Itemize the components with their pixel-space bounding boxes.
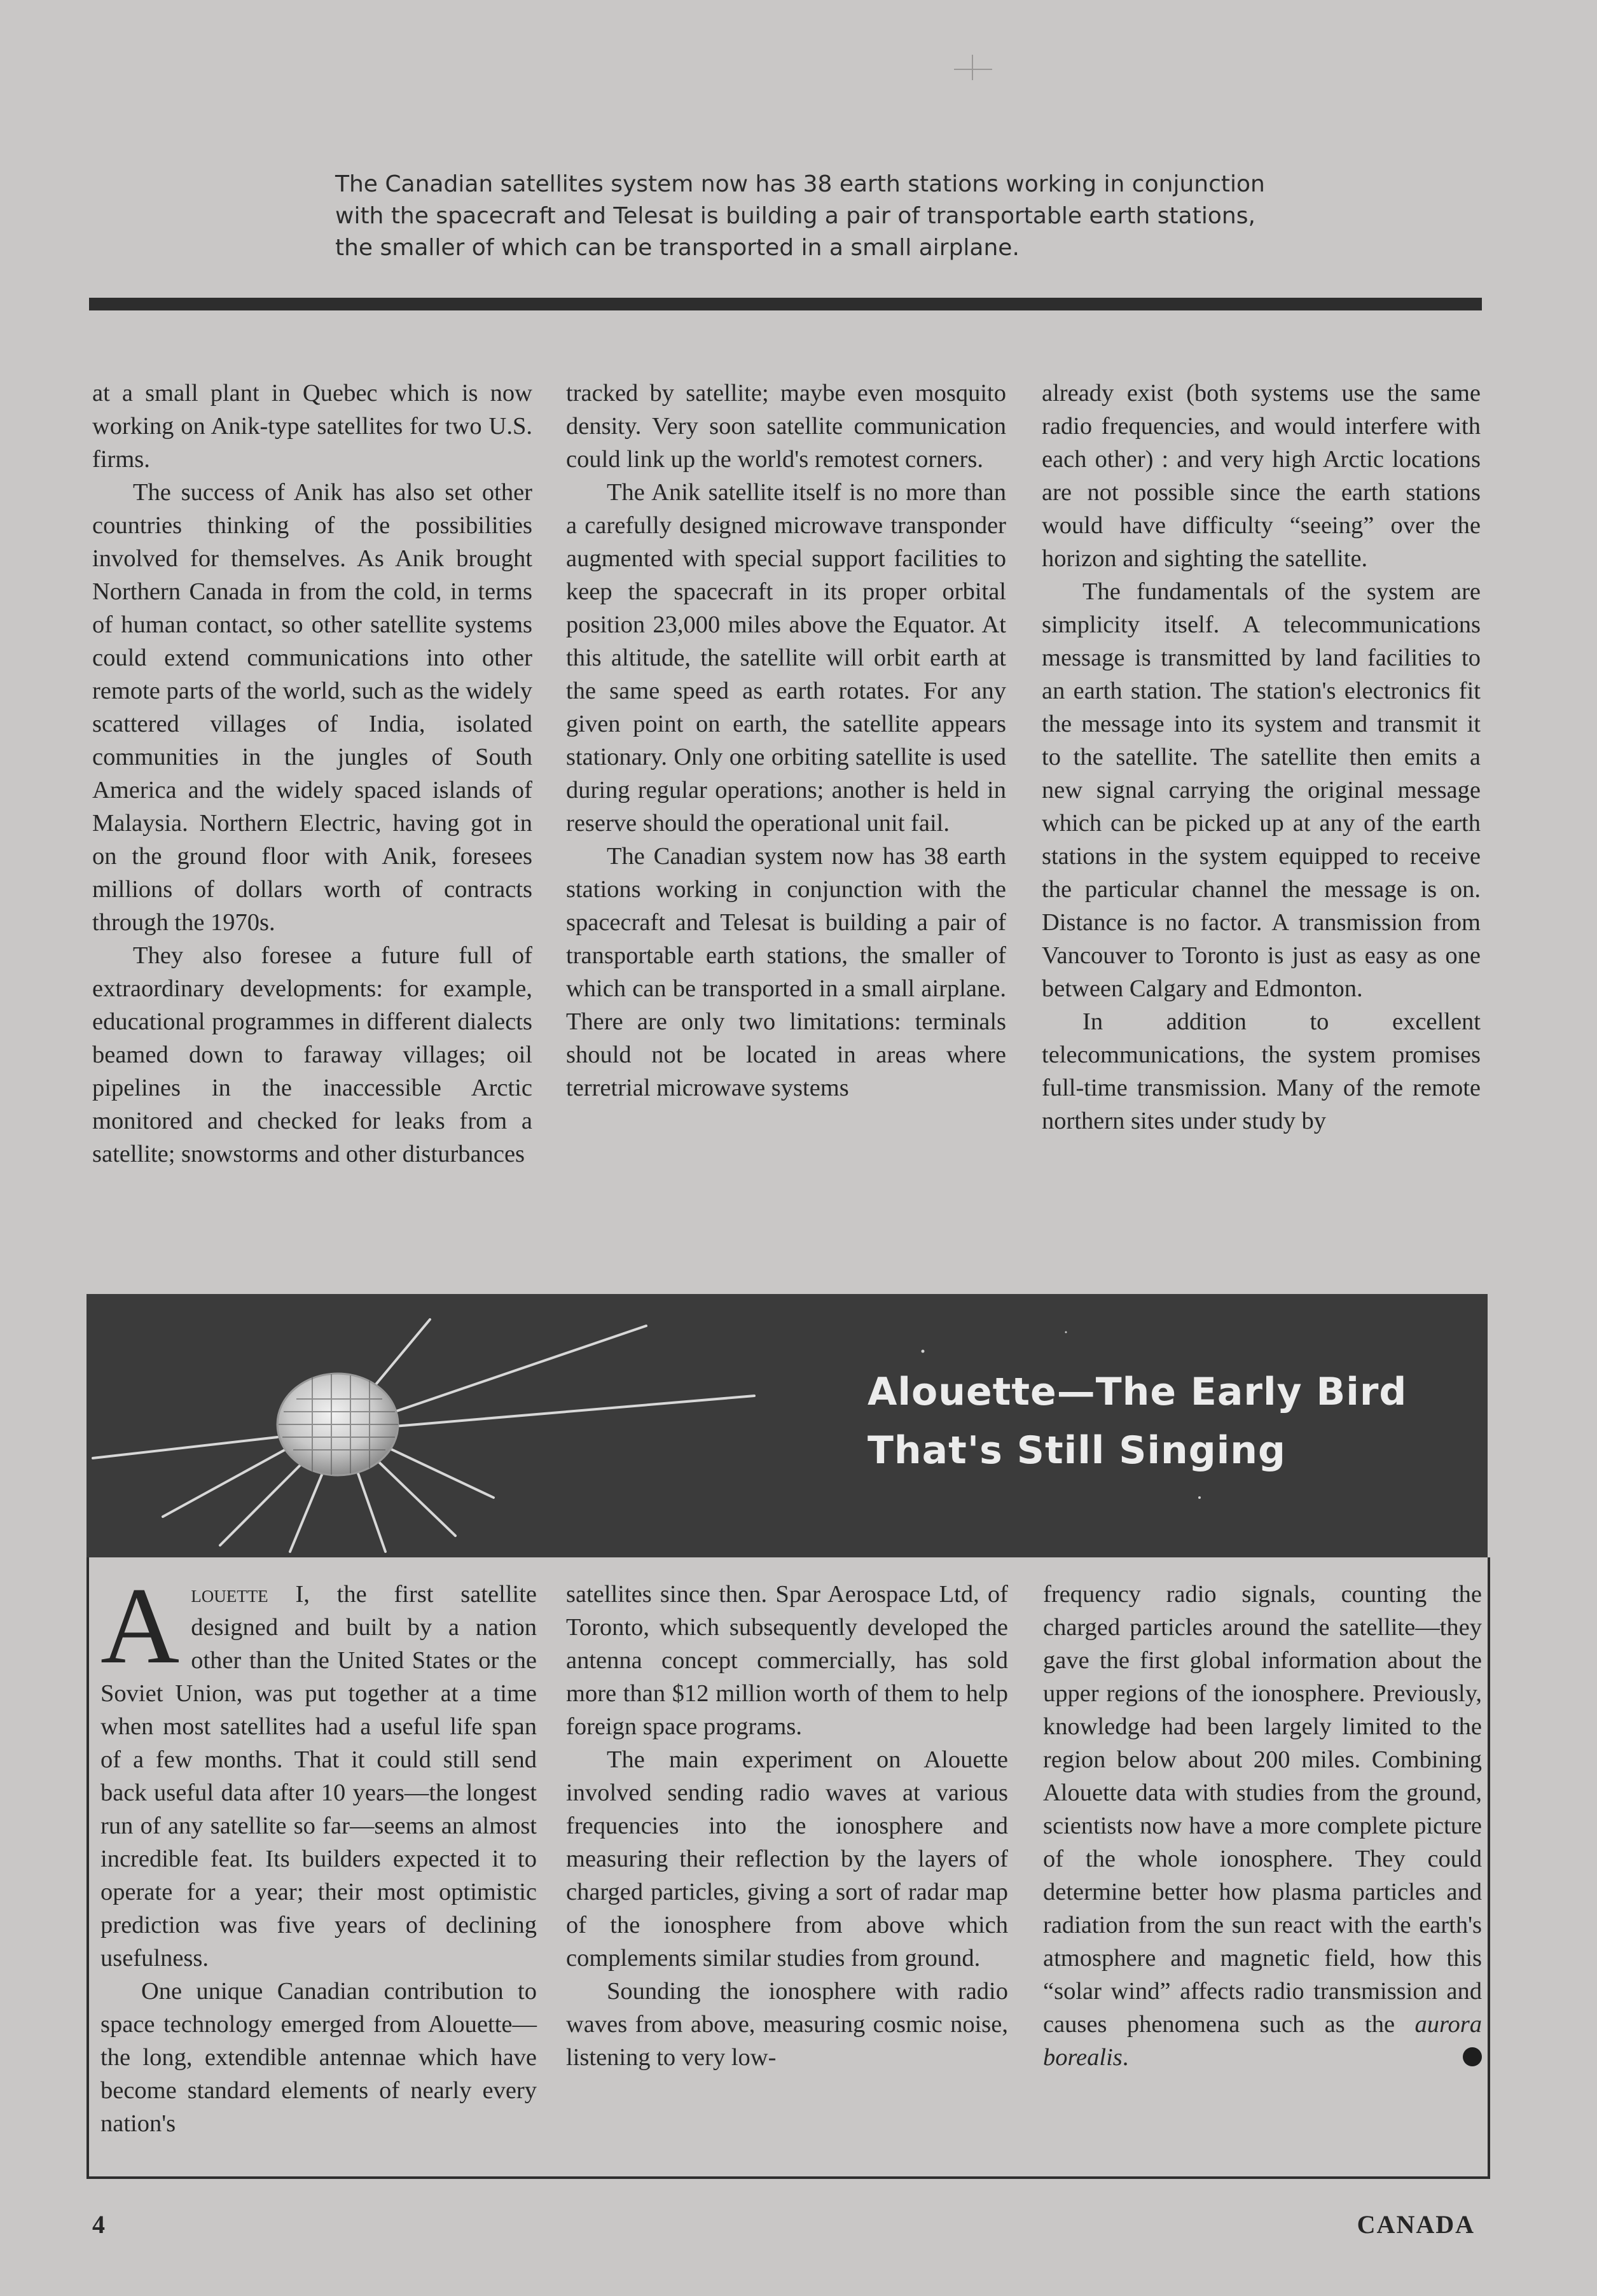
paragraph-end: . bbox=[1122, 2044, 1129, 2071]
drop-cap: A bbox=[100, 1566, 180, 1687]
paragraph: In addition to excellent telecommunications, the system promises full-time transmission. Many of the remote northern sites under study by bbox=[1042, 1008, 1481, 1134]
publication-name: CANADA bbox=[1357, 2210, 1475, 2239]
paragraph-text: frequency radio signals, counting the charged particles around the satellite—they gave the first global information about the upper regions of the ionosphere. Previously, knowledge had been largely limited to the region below about 200 miles. Combining Alouette data with studies from the ground, scientists now have a more complete picture of the whole ionosphere. They could determine better how plasma particles and radiation from the sun react with the earth's atmosphere and magnetic field, how this “solar wind” affects radio transmission and causes phenomena such as the bbox=[1043, 1581, 1482, 2038]
paragraph bbox=[100, 1566, 537, 1975]
article-column-3 bbox=[1042, 377, 1481, 1138]
italic-term: aurora borealis bbox=[1043, 2011, 1482, 2071]
page-number: 4 bbox=[92, 2210, 105, 2239]
crop-mark bbox=[954, 55, 992, 80]
paragraph: They also foresee a future full of extraordinary developments: for example, educational programmes in different dialects beamed down to faraway villages; oil pipelines in the inaccessible Arctic monitored and checked for leaks from a satellite; snowstorms and other disturbances bbox=[92, 942, 532, 1167]
sidebar-title-line-1: Alouette—The Early Bird bbox=[868, 1370, 1407, 1414]
paragraph: The success of Anik has also set other countries thinking of the possibilities involved for themselves. As Anik brought Northern Canada in from the cold, in terms of human contact, so other satellite systems could extend communications into other remote parts of the world, such as the widely scattered villages of India, isolated communities in the jungles of South America and the widely spaced islands of Malaysia. Northern Electric, having got in on the ground floor with Anik, foresees millions of dollars worth of contracts through the 1970s. bbox=[92, 479, 532, 936]
section-divider bbox=[89, 298, 1482, 310]
paragraph: at a small plant in Quebec which is now working on Anik-type satellites for two U.S. firms. bbox=[92, 380, 532, 473]
sidebar-column-2 bbox=[566, 1578, 1008, 2074]
sidebar-title bbox=[868, 1363, 1465, 1480]
paragraph: The main experiment on Alouette involved sending radio waves at various frequencies into the ionosphere and measuring their reflection by the layers of charged particles, giving a sort of radar map of the ionosphere from above which complements similar studies from ground. bbox=[566, 1746, 1008, 1972]
article-column-1 bbox=[92, 377, 532, 1171]
sidebar-column-3 bbox=[1043, 1578, 1482, 2074]
paragraph: already exist (both systems use the same radio frequencies, and would interfere with each other) : and very high Arctic locations are not possible since the earth stations would have difficulty “seeing” over the horizon and sighting the satellite. bbox=[1042, 380, 1481, 572]
paragraph: Sounding the ionosphere with radio waves from above, measuring cosmic noise, listening to very low- bbox=[566, 1978, 1008, 2071]
article-column-2 bbox=[566, 377, 1006, 1104]
paragraph: One unique Canadian contribution to space technology emerged from Alouette—the long, extendible antennae which have become standard elements of nearly every nation's bbox=[100, 1978, 537, 2137]
paragraph-text: I, the first satellite designed and built by a nation other than the United States or the Soviet Union, was put together at a time when most satellites had a useful life span of a few months. That it could still send back useful data after 10 years—the longest run of any satellite so far—seems an almost incredible feat. Its builders expected it to operate for a year; their most optimistic prediction was five years of declining usefulness. bbox=[100, 1581, 537, 1972]
paragraph: tracked by satellite; maybe even mosquito density. Very soon satellite communication could link up the world's remotest corners. bbox=[566, 380, 1006, 473]
paragraph: The fundamentals of the system are simplicity itself. A telecommunications message is transmitted by land facilities to an earth station. The station's electronics fit the message into its system and transmit it to the satellite. The satellite then emits a new signal carrying the original message which can be picked up at any of the earth stations in the system equipped to receive the particular channel the message is on. Distance is no factor. A transmission from Vancouver to Toronto is just as easy as one between Calgary and Edmonton. bbox=[1042, 578, 1481, 1002]
paragraph bbox=[1043, 1578, 1482, 2074]
sidebar-title-line-2: That's Still Singing bbox=[868, 1428, 1286, 1473]
paragraph: The Anik satellite itself is no more than a carefully designed microwave transponder augmented with special support facilities to keep the spacecraft in its proper orbital position 23,000 miles above the Equator. At this altitude, the satellite will orbit earth at the same speed as earth rotates. For any given point on earth, the satellite appears stationary. Only one orbiting satellite is used during regular operations; another is held in reserve should the operational unit fail. bbox=[566, 479, 1006, 837]
pull-quote: The Canadian satellites system now has 38 earth stations working in conjunction with the spacecraft and Telesat is building a pair of transportable earth stations, the smaller of which can be transported in a small airplane. bbox=[335, 171, 1265, 261]
sidebar-column-1 bbox=[100, 1566, 537, 2140]
paragraph: The Canadian system now has 38 earth stations working in conjunction with the spacecraft and Telesat is building a pair of transportable earth stations, the smaller of which can be transported in a small airplane. There are only two limitations: terminals should not be located in areas where terretrial microwave systems bbox=[566, 843, 1006, 1101]
lead-in: louette bbox=[191, 1581, 268, 1608]
sidebar-banner bbox=[86, 1294, 1488, 1557]
end-mark-icon bbox=[1463, 2047, 1482, 2066]
paragraph: satellites since then. Spar Aerospace Ltd, of Toronto, which subsequently developed the antenna concept commercially, has sold more than $12 million worth of them to help foreign space programs. bbox=[566, 1581, 1008, 1740]
